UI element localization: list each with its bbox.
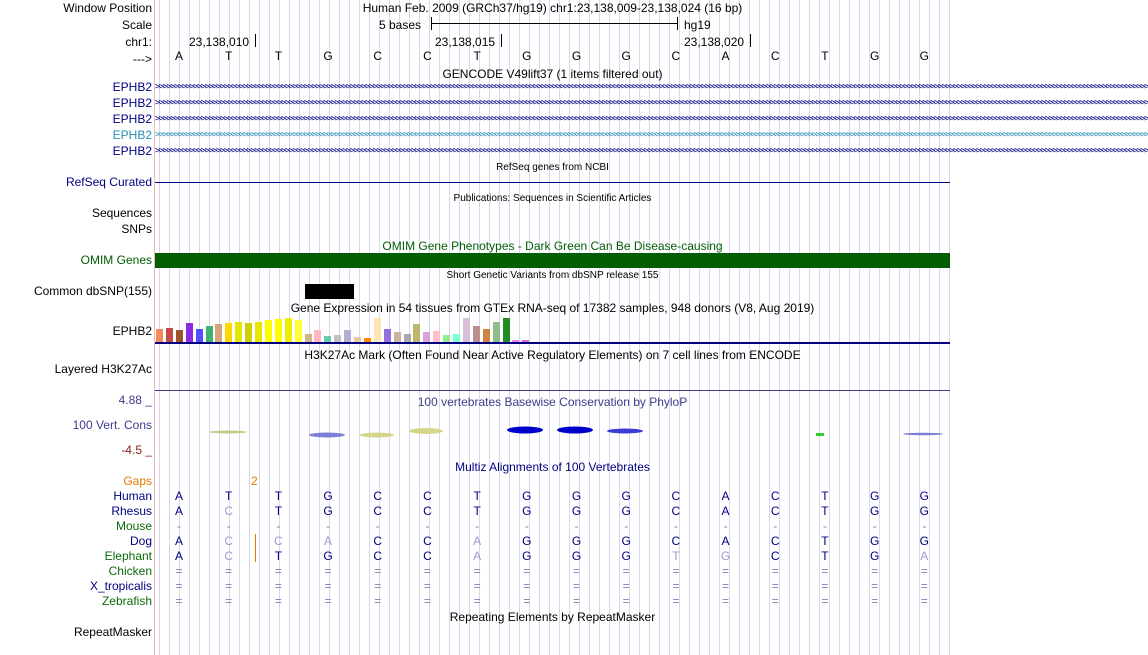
snps-label[interactable]: SNPs [121,222,152,236]
aligned-base: = [423,579,431,593]
aligned-base: = [324,594,332,608]
gencode-transcript-1[interactable]: >>>>>>>>>>>>>>>>>>>>>>>>>>>>>>>>>>>>>>>>>>>>>>>>>>>>>>>>>>>>>>>>>>>>>>>>>>>>>>>>>>>>>>>>>>>>>>>>>>>>>>>>>>>>>>>>>>>>>>>>>>>>>>>>>>>>>>>>>>>>>>>>>>>>>>>>>>>>>>>>>>>>>>>>>>>>>>>>>>>>>>>>>>>>>>>>>>>>>>>>>>>>>>>>>>>>>>>>>>>>>>>>>>>>>>>>>>>>>>>>>>>>>>>>>>>>>>>>>>>> [155,82,1148,92]
gencode-transcript-3[interactable]: >>>>>>>>>>>>>>>>>>>>>>>>>>>>>>>>>>>>>>>>>>>>>>>>>>>>>>>>>>>>>>>>>>>>>>>>>>>>>>>>>>>>>>>>>>>>>>>>>>>>>>>>>>>>>>>>>>>>>>>>>>>>>>>>>>>>>>>>>>>>>>>>>>>>>>>>>>>>>>>>>>>>>>>>>>>>>>>>>>>>>>>>>>>>>>>>>>>>>>>>>>>>>>>>>>>>>>>>>>>>>>>>>>>>>>>>>>>>>>>>>>>>>>>>>>>>>>>>>>>> [155,114,1148,124]
phylop-label[interactable]: 100 Vert. Cons [72,418,152,432]
aligned-base: C [373,534,383,548]
aligned-base: T [274,504,283,518]
refseq-gene-line[interactable] [155,182,950,183]
aligned-base: = [771,564,779,578]
aligned-base: = [622,594,630,608]
aligned-base: = [523,564,531,578]
aligned-base: C [770,504,780,518]
species-label-elephant[interactable]: Elephant [104,549,152,563]
gtex-tissue-bar[interactable] [314,330,321,342]
phylop-mark-10 [607,429,643,434]
aligned-base: C [770,534,780,548]
gencode-label-4[interactable]: EPHB2 [112,128,152,142]
aligned-base: G [571,534,582,548]
window-position-label: Window Position [63,1,152,15]
aligned-base: = [423,564,431,578]
aligned-base: - [922,519,927,533]
gtex-tissue-bar[interactable] [463,318,470,342]
aligned-base: = [920,564,928,578]
aligned-base: - [226,519,231,533]
chr-label: chr1: [125,35,152,49]
aligned-base: C [671,534,681,548]
alignment-row-zebrafish[interactable] [155,594,950,608]
reference-base: G [621,49,631,63]
gtex-tissue-bar[interactable] [453,334,460,342]
aligned-base: - [822,519,827,533]
reference-base: T [274,49,283,63]
alignment-row-human[interactable] [155,489,950,503]
aligned-base: = [871,579,879,593]
refseq-label[interactable]: RefSeq Curated [65,175,152,189]
aligned-base: = [722,564,730,578]
aligned-base: - [524,519,529,533]
gencode-transcript-4[interactable]: >>>>>>>>>>>>>>>>>>>>>>>>>>>>>>>>>>>>>>>>>>>>>>>>>>>>>>>>>>>>>>>>>>>>>>>>>>>>>>>>>>>>>>>>>>>>>>>>>>>>>>>>>>>>>>>>>>>>>>>>>>>>>>>>>>>>>>>>>>>>>>>>>>>>>>>>>>>>>>>>>>>>>>>>>>>>>>>>>>>>>>>>>>>>>>>>>>>>>>>>>>>>>>>>>>>>>>>>>>>>>>>>>>>>>>>>>>>>>>>>>>>>>>>>>>>>>>>>>>>> [155,130,1148,140]
aligned-base: A [920,549,929,563]
aligned-base: G [919,489,929,503]
aligned-base: = [622,564,630,578]
gtex-tissue-bar[interactable] [503,318,510,342]
species-label-chicken[interactable]: Chicken [108,564,152,578]
aligned-base: C [423,534,432,548]
alignment-row-elephant[interactable] [155,549,950,563]
reference-base: A [174,49,183,63]
aligned-base: G [571,504,582,518]
aligned-base: T [821,504,829,518]
refseq-title: RefSeq genes from NCBI [496,162,609,173]
aligned-base: = [622,579,630,593]
coord-tick-1 [255,34,256,47]
aligned-base: = [821,594,829,608]
aligned-base: G [522,549,532,563]
alignment-row-x-tropicalis[interactable] [155,579,950,593]
gtex-tissue-bar[interactable] [215,324,222,342]
gencode-transcript-5[interactable]: >>>>>>>>>>>>>>>>>>>>>>>>>>>>>>>>>>>>>>>>>>>>>>>>>>>>>>>>>>>>>>>>>>>>>>>>>>>>>>>>>>>>>>>>>>>>>>>>>>>>>>>>>>>>>>>>>>>>>>>>>>>>>>>>>>>>>>>>>>>>>>>>>>>>>>>>>>>>>>>>>>>>>>>>>>>>>>>>>>>>>>>>>>>>>>>>>>>>>>>>>>>>>>>>>>>>>>>>>>>>>>>>>>>>>>>>>>>>>>>>>>>>>>>>>>>>>>>>>>>> [155,146,1148,156]
aligned-base: = [572,579,580,593]
phylop-mark-9 [557,427,593,434]
aligned-base: = [920,594,928,608]
aligned-base: = [821,579,829,593]
aligned-base: C [224,549,234,563]
species-label-human[interactable]: Human [113,489,152,503]
phylop-mark-2 [209,431,247,434]
gencode-transcript-2[interactable]: >>>>>>>>>>>>>>>>>>>>>>>>>>>>>>>>>>>>>>>>>>>>>>>>>>>>>>>>>>>>>>>>>>>>>>>>>>>>>>>>>>>>>>>>>>>>>>>>>>>>>>>>>>>>>>>>>>>>>>>>>>>>>>>>>>>>>>>>>>>>>>>>>>>>>>>>>>>>>>>>>>>>>>>>>>>>>>>>>>>>>>>>>>>>>>>>>>>>>>>>>>>>>>>>>>>>>>>>>>>>>>>>>>>>>>>>>>>>>>>>>>>>>>>>>>>>>>>>>>>> [155,98,1148,108]
gencode-label-3[interactable]: EPHB2 [112,112,152,126]
aligned-base: A [721,489,730,503]
gtex-tissue-bar[interactable] [404,334,411,342]
reference-base: A [721,49,730,63]
gtex-tissue-bar[interactable] [245,323,252,342]
omim-title: OMIM Gene Phenotypes - Dark Green Can Be Disease-causing [382,239,723,253]
gencode-title: GENCODE V49lift37 (1 items filtered out) [442,67,663,81]
repeatmasker-title: Repeating Elements by RepeatMasker [449,610,656,624]
aligned-base: T [821,534,829,548]
gtex-tissue-bar[interactable] [305,334,312,342]
h3k27ac-title: H3K27Ac Mark (Often Found Near Active Regulatory Elements) on 7 cell lines from ENCODE [304,348,801,362]
aligned-base: = [274,594,282,608]
aligned-base: = [672,594,680,608]
aligned-base: G [869,504,880,518]
aligned-base: G [919,534,929,548]
aligned-base: = [175,594,183,608]
aligned-base: = [324,564,332,578]
aligned-base: = [423,594,431,608]
aligned-base: A [721,534,730,548]
aligned-base: - [624,519,629,533]
aligned-base: G [571,549,582,563]
aligned-base: C [423,549,432,563]
aligned-base: C [373,504,383,518]
gtex-tissue-bar[interactable] [206,326,213,342]
aligned-base: = [523,579,531,593]
alignment-row-rhesus[interactable] [155,504,950,518]
assembly-text: hg19 [684,18,711,32]
aligned-base: G [621,489,631,503]
reference-base: C [423,49,432,63]
aligned-base: = [722,579,730,593]
aligned-base: = [871,594,879,608]
gtex-tissue-bar[interactable] [196,329,203,342]
omim-gene-bar[interactable] [155,253,950,268]
aligned-base: A [174,489,183,503]
scale-bar-right-tick [677,17,678,30]
phylop-title: 100 vertebrates Basewise Conservation by PhyloP [417,395,688,409]
aligned-base: = [920,579,928,593]
gaps-label[interactable]: Gaps [123,474,152,488]
aligned-base: G [869,534,880,548]
alignment-row-chicken[interactable] [155,564,950,578]
gtex-tissue-bar[interactable] [166,328,173,342]
aligned-base: = [771,594,779,608]
aligned-base: = [225,579,233,593]
aligned-base: = [374,594,382,608]
aligned-base: A [721,504,730,518]
strand-arrow-label: ---> [133,52,152,66]
reference-base: G [869,49,880,63]
aligned-base: = [175,579,183,593]
aligned-base: G [621,534,631,548]
aligned-base: C [373,489,383,503]
gencode-label-1[interactable]: EPHB2 [112,80,152,94]
gtex-tissue-bar[interactable] [483,329,490,342]
aligned-base: - [326,519,331,533]
aligned-base: T [274,489,283,503]
gtex-tissue-bar[interactable] [384,329,391,342]
aligned-base: = [374,579,382,593]
gtex-tissue-bar[interactable] [275,319,282,342]
gencode-label-5[interactable]: EPHB2 [112,144,152,158]
aligned-base: T [672,549,680,563]
gtex-tissue-bar[interactable] [413,324,420,342]
aligned-base: = [175,564,183,578]
sequences-label[interactable]: Sequences [91,206,152,220]
aligned-base: = [274,564,282,578]
phylop-mark-14 [816,433,824,436]
aligned-base: = [523,594,531,608]
multiz-title: Multiz Alignments of 100 Vertebrates [455,460,650,474]
aligned-base: = [274,579,282,593]
aligned-base: G [522,534,532,548]
aligned-base: G [323,489,333,503]
aligned-base: - [475,519,480,533]
aligned-base: A [174,534,183,548]
reference-base: C [373,49,383,63]
aligned-base: A [174,504,183,518]
aligned-base: G [522,489,532,503]
reference-base: T [821,49,829,63]
aligned-base: C [373,549,383,563]
aligned-base: - [574,519,579,533]
species-label-rhesus[interactable]: Rhesus [111,504,152,518]
coord-label-3: 23,138,020 [684,35,745,49]
gtex-gene-line [155,342,950,344]
track-labels-panel [0,0,154,655]
h3k27ac-baseline [155,390,950,391]
aligned-base: G [571,489,582,503]
aligned-base: - [276,519,281,533]
coord-tick-2 [501,34,502,47]
aligned-base: = [374,564,382,578]
gtex-tissue-bar[interactable] [285,318,292,342]
aligned-base: - [773,519,778,533]
aligned-base: C [423,504,432,518]
species-label-zebrafish[interactable]: Zebrafish [101,594,152,608]
gtex-tissue-bar[interactable] [156,329,163,342]
phylop-mark-5 [360,433,394,438]
aligned-base: = [771,579,779,593]
aligned-base: = [473,594,481,608]
gtex-tissue-bar[interactable] [344,330,351,342]
aligned-base: G [869,549,880,563]
gencode-label-2[interactable]: EPHB2 [112,96,152,110]
alignment-row-mouse[interactable] [155,519,950,533]
gtex-tissue-bar[interactable] [235,322,242,342]
aligned-base: = [473,579,481,593]
aligned-base: A [174,549,183,563]
dbsnp-title: Short Genetic Variants from dbSNP release 155 [446,270,659,281]
phylop-mark-6 [409,428,443,434]
coord-label-1: 23,138,010 [189,35,250,49]
coord-tick-3 [750,34,751,47]
aligned-base: C [770,549,780,563]
phylop-mark-16 [903,433,943,435]
gtex-tissue-bar[interactable] [443,335,450,342]
aligned-base: A [473,549,482,563]
phylop-mark-4 [309,433,345,438]
aligned-base: G [869,489,880,503]
gtex-tissue-bar[interactable] [295,320,302,342]
gtex-tissue-bar[interactable] [493,322,500,342]
phylop-min-label: -4.5 _ [121,443,152,457]
dbsnp-variant[interactable] [305,284,354,299]
reference-base: C [671,49,681,63]
scale-label: Scale [121,18,152,32]
scale-bar [431,23,678,24]
position-header: Human Feb. 2009 (GRCh37/hg19) chr1:23,138,009-23,138,024 (16 bp) [362,1,743,15]
aligned-base: T [821,489,829,503]
gtex-tissue-bar[interactable] [423,332,430,342]
aligned-base: - [375,519,380,533]
gtex-title: Gene Expression in 54 tissues from GTEx RNA-seq of 17382 samples, 948 donors (V8, Aug 2019) [290,301,815,315]
aligned-base: C [671,504,681,518]
aligned-base: - [673,519,678,533]
aligned-base: - [872,519,877,533]
aligned-base: T [473,489,481,503]
gtex-tissue-bar[interactable] [265,320,272,342]
gtex-tissue-bar[interactable] [374,318,381,342]
reference-base: G [919,49,929,63]
phylop-conservation-logo[interactable] [155,420,950,442]
aligned-base: A [473,534,482,548]
aligned-base: = [672,564,680,578]
gtex-tissue-bar[interactable] [255,322,262,342]
gtex-tissue-bar[interactable] [433,331,440,342]
aligned-base: T [821,549,829,563]
aligned-base: = [821,564,829,578]
gaps-count: 2 [251,474,258,488]
reference-base: G [323,49,333,63]
aligned-base: G [522,504,532,518]
aligned-base: - [723,519,728,533]
reference-base: T [225,49,233,63]
aligned-base: T [225,489,233,503]
phylop-mark-8 [507,427,543,434]
reference-base: G [571,49,582,63]
aligned-base: C [671,489,681,503]
gtex-tissue-bar[interactable] [176,330,183,342]
gtex-barchart[interactable] [156,316,556,342]
aligned-base: G [720,549,731,563]
aligned-base: = [225,594,233,608]
scale-text: 5 bases [379,18,422,32]
aligned-base: C [224,534,234,548]
gtex-tissue-bar[interactable] [473,326,480,342]
aligned-base: G [323,549,333,563]
gtex-tissue-bar[interactable] [186,323,193,342]
species-label-mouse[interactable]: Mouse [115,519,152,533]
aligned-base: = [572,594,580,608]
aligned-base: G [323,504,333,518]
reference-base: G [522,49,532,63]
aligned-base: = [871,564,879,578]
gtex-label[interactable]: EPHB2 [112,324,152,338]
h3k27ac-label[interactable]: Layered H3K27Ac [54,362,152,376]
aligned-base: C [770,489,780,503]
aligned-base: = [473,564,481,578]
omim-label[interactable]: OMIM Genes [80,253,152,267]
coord-label-2: 23,138,015 [435,35,496,49]
alignment-row-dog[interactable] [155,534,950,548]
species-label-dog[interactable]: Dog [129,534,152,548]
publications-title: Publications: Sequences in Scientific Articles [453,193,652,204]
aligned-base: = [225,564,233,578]
phylop-max-label: 4.88 _ [118,393,152,407]
aligned-base: A [324,534,333,548]
aligned-base: T [473,504,481,518]
aligned-base: G [621,549,631,563]
aligned-base: - [425,519,430,533]
reference-sequence [155,49,950,63]
aligned-base: C [274,534,283,548]
aligned-base: T [274,549,283,563]
aligned-base: C [423,489,432,503]
aligned-base: G [919,504,929,518]
aligned-base: G [621,504,631,518]
gtex-tissue-bar[interactable] [225,323,232,342]
aligned-base: - [177,519,181,533]
aligned-base: = [572,564,580,578]
species-label-xtropicalis[interactable]: X_tropicalis [89,579,152,593]
aligned-base: C [224,504,234,518]
gtex-tissue-bar[interactable] [334,335,341,342]
dbsnp-label[interactable]: Common dbSNP(155) [33,284,152,298]
aligned-base: = [722,594,730,608]
reference-base: T [473,49,481,63]
aligned-base: = [324,579,332,593]
aligned-base: = [672,579,680,593]
track-image-area[interactable] [155,0,1148,655]
repeatmasker-label[interactable]: RepeatMasker [73,625,152,639]
gtex-tissue-bar[interactable] [394,332,401,342]
reference-base: C [770,49,780,63]
